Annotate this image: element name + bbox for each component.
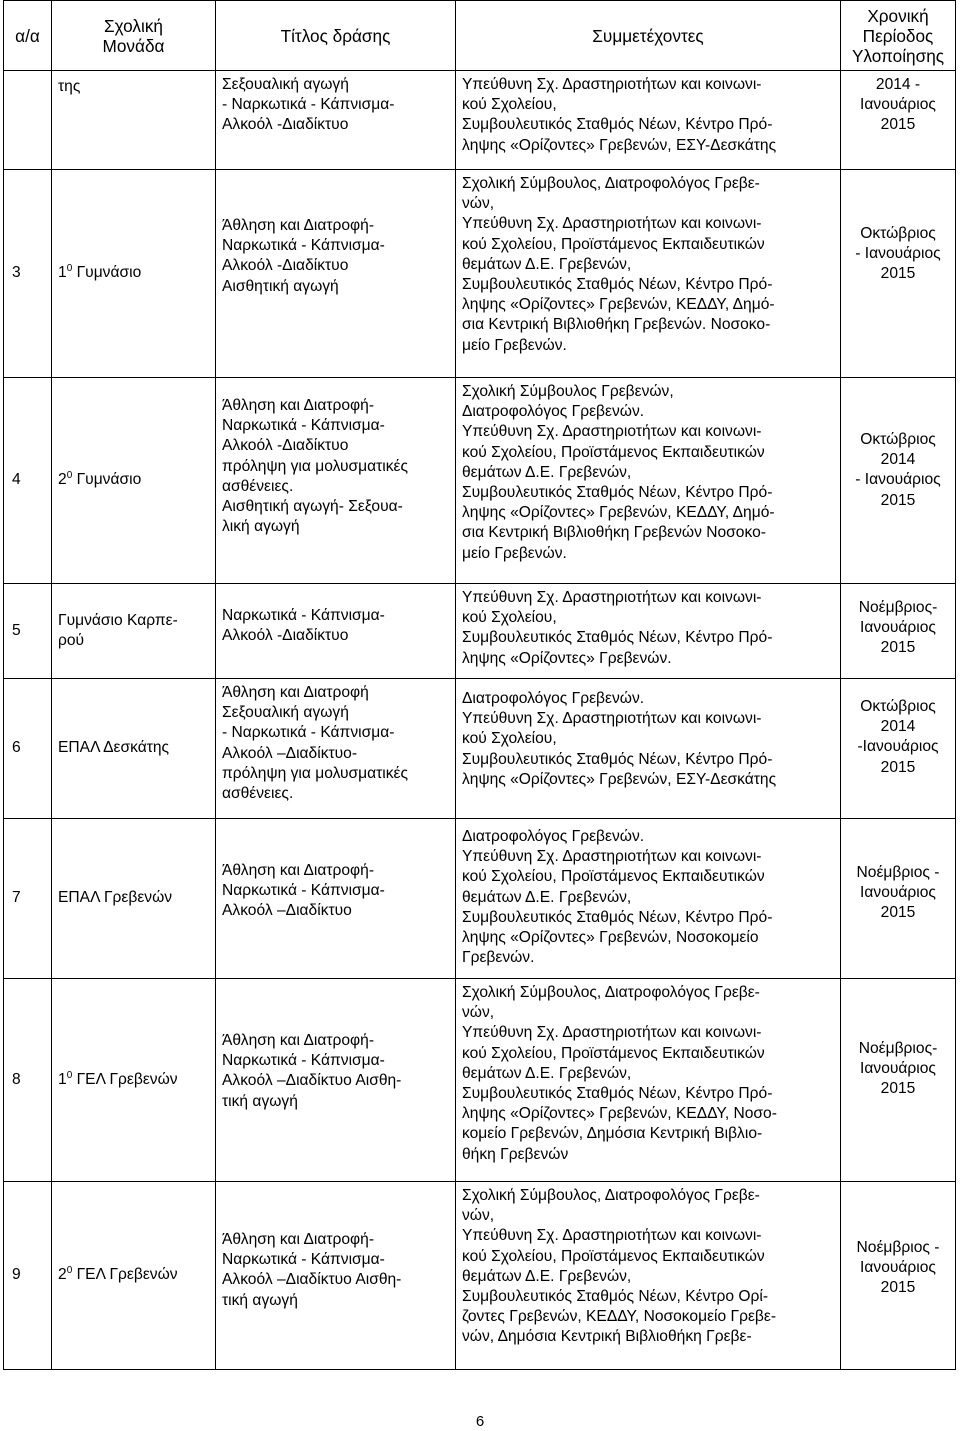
period-cell: Νοέμβριος - Ιανουάριος 2015 bbox=[841, 819, 956, 979]
table-row bbox=[4, 1182, 956, 1370]
row-number: 9 bbox=[4, 1182, 52, 1370]
period-cell: Νοέμβριος- Ιανουάριος 2015 bbox=[841, 979, 956, 1182]
participants-cell: Διατροφολόγος Γρεβενών. Υπεύθυνη Σχ. Δραστηριοτήτων και κοινωνι- κού Σχολείου, Προϊστάμενος Εκπαιδευτικών θεμάτων Δ.Ε. Γρεβενών, Συμβουλευτικός Σταθμός Νέων, Κέντρο Πρό- ληψης «Ορίζοντες» Γρεβενών, Νοσοκομείο Γρεβενών. bbox=[456, 819, 841, 979]
school-cell: $1^0$ ΓΕΛ Γρεβενών bbox=[52, 979, 216, 1182]
row-number: 8 bbox=[4, 979, 52, 1182]
school-cell: ΕΠΑΛ Γρεβενών bbox=[52, 819, 216, 979]
school-cell: Γυμνάσιο Καρπε- ρού bbox=[52, 584, 216, 679]
header-num: α/α bbox=[4, 1, 52, 71]
row-number: 4 bbox=[4, 378, 52, 584]
table-row bbox=[4, 679, 956, 819]
table-row bbox=[4, 71, 956, 170]
title-cell: Άθληση και Διατροφή- Ναρκωτικά - Κάπνισμα- Αλκοόλ –Διαδίκτυο Αισθη- τική αγωγή bbox=[216, 979, 456, 1182]
header-period: Χρονική Περίοδος Υλοποίησης bbox=[841, 1, 956, 71]
row-number bbox=[4, 71, 52, 170]
table-row bbox=[4, 979, 956, 1182]
row-number: 6 bbox=[4, 679, 52, 819]
school-cell: $1^0$ Γυμνάσιο bbox=[52, 170, 216, 378]
participants-cell: Σχολική Σύμβουλος Γρεβενών, Διατροφολόγος Γρεβενών. Υπεύθυνη Σχ. Δραστηριοτήτων και κοινωνι- κού Σχολείου, Προϊστάμενος Εκπαιδευτικών θεμάτων Δ.Ε. Γρεβενών, Συμβουλευτικός Σταθμός Νέων, Κέντρο Πρό- ληψης «Ορίζοντες» Γρεβενών, ΚΕΔΔΥ, Δημό- σια Κεντρική Βιβλιοθήκη Γρεβενών Νοσοκο- μείο Γρεβενών. bbox=[456, 378, 841, 584]
school-cell: $2^0$ ΓΕΛ Γρεβενών bbox=[52, 1182, 216, 1370]
title-cell: Άθληση και Διατροφή- Ναρκωτικά - Κάπνισμα- Αλκοόλ –Διαδίκτυο bbox=[216, 819, 456, 979]
page-number: 6 bbox=[475, 1413, 485, 1430]
period-cell: 2014 - Ιανουάριος 2015 bbox=[841, 71, 956, 170]
header-participants: Συμμετέχοντες bbox=[456, 1, 841, 71]
participants-cell: Υπεύθυνη Σχ. Δραστηριοτήτων και κοινωνι- κού Σχολείου, Συμβουλευτικός Σταθμός Νέων, Κέντρο Πρό- ληψης «Ορίζοντες» Γρεβενών. bbox=[456, 584, 841, 679]
title-cell: Άθληση και Διατροφή- Ναρκωτικά - Κάπνισμα- Αλκοόλ -Διαδίκτυο Αισθητική αγωγή bbox=[216, 170, 456, 378]
title-cell: Άθληση και Διατροφή Σεξουαλική αγωγή - Ναρκωτικά - Κάπνισμα- Αλκοόλ –Διαδίκτυο- πρόληψη για μολυσματικές ασθένειες. bbox=[216, 679, 456, 819]
table-row bbox=[4, 170, 956, 378]
participants-cell: Διατροφολόγος Γρεβενών. Υπεύθυνη Σχ. Δραστηριοτήτων και κοινωνι- κού Σχολείου, Συμβουλευτικός Σταθμός Νέων, Κέντρο Πρό- ληψης «Ορίζοντες» Γρεβενών, ΕΣΥ-Δεσκάτης bbox=[456, 679, 841, 819]
period-cell: Οκτώβριος - Ιανουάριος 2015 bbox=[841, 170, 956, 378]
participants-cell: Σχολική Σύμβουλος, Διατροφολόγος Γρεβε- νών, Υπεύθυνη Σχ. Δραστηριοτήτων και κοινωνι- κού Σχολείου, Προϊστάμενος Εκπαιδευτικών θεμάτων Δ.Ε. Γρεβενών, Συμβουλευτικός Σταθμός Νέων, Κέντρο Πρό- ληψης «Ορίζοντες» Γρεβενών, ΚΕΔΔΥ, Νοσο- κομείο Γρεβενών, Δημόσια Κεντρική Βιβλιο- θήκη Γρεβενών bbox=[456, 979, 841, 1182]
participants-cell: Υπεύθυνη Σχ. Δραστηριοτήτων και κοινωνι- κού Σχολείου, Συμβουλευτικός Σταθμός Νέων, Κέντρο Πρό- ληψης «Ορίζοντες» Γρεβενών, ΕΣΥ-Δεσκάτης bbox=[456, 71, 841, 170]
period-cell: Νοέμβριος- Ιανουάριος 2015 bbox=[841, 584, 956, 679]
period-cell: Οκτώβριος 2014 -Ιανουάριος 2015 bbox=[841, 679, 956, 819]
title-cell: Άθληση και Διατροφή- Ναρκωτικά - Κάπνισμα- Αλκοόλ -Διαδίκτυο πρόληψη για μολυσματικές ασθένειες. Αισθητική αγωγή- Σεξουα- λική αγωγή bbox=[216, 378, 456, 584]
participants-cell: Σχολική Σύμβουλος, Διατροφολόγος Γρεβε- νών, Υπεύθυνη Σχ. Δραστηριοτήτων και κοινωνι- κού Σχολείου, Προϊστάμενος Εκπαιδευτικών θεμάτων Δ.Ε. Γρεβενών, Συμβουλευτικός Σταθμός Νέων, Κέντρο Πρό- ληψης «Ορίζοντες» Γρεβενών, ΚΕΔΔΥ, Δημό- σια Κεντρική Βιβλιοθήκη Γρεβενών. Νοσοκο- μείο Γρεβενών. bbox=[456, 170, 841, 378]
table-row bbox=[4, 819, 956, 979]
title-cell: Σεξουαλική αγωγή - Ναρκωτικά - Κάπνισμα- Αλκοόλ -Διαδίκτυο bbox=[216, 71, 456, 170]
header-title: Τίτλος δράσης bbox=[216, 1, 456, 71]
table-row bbox=[4, 378, 956, 584]
table-row bbox=[4, 584, 956, 679]
school-cell: της bbox=[52, 71, 216, 170]
title-cell: Ναρκωτικά - Κάπνισμα- Αλκοόλ -Διαδίκτυο bbox=[216, 584, 456, 679]
header-school: Σχολική Μονάδα bbox=[52, 1, 216, 71]
period-cell: Οκτώβριος 2014 - Ιανουάριος 2015 bbox=[841, 378, 956, 584]
participants-cell: Σχολική Σύμβουλος, Διατροφολόγος Γρεβε- νών, Υπεύθυνη Σχ. Δραστηριοτήτων και κοινωνι- κού Σχολείου, Προϊστάμενος Εκπαιδευτικών θεμάτων Δ.Ε. Γρεβενών, Συμβουλευτικός Σταθμός Νέων, Κέντρο Ορί- ζοντες Γρεβενών, ΚΕΔΔΥ, Νοσοκομείο Γρεβε- νών, Δημόσια Κεντρική Βιβλιοθήκη Γρεβε- bbox=[456, 1182, 841, 1370]
row-number: 7 bbox=[4, 819, 52, 979]
school-cell: $2^0$ Γυμνάσιο bbox=[52, 378, 216, 584]
school-cell: ΕΠΑΛ Δεσκάτης bbox=[52, 679, 216, 819]
period-cell: Νοέμβριος - Ιανουάριος 2015 bbox=[841, 1182, 956, 1370]
activities-table bbox=[3, 0, 956, 1370]
row-number: 5 bbox=[4, 584, 52, 679]
row-number: 3 bbox=[4, 170, 52, 378]
title-cell: Άθληση και Διατροφή- Ναρκωτικά - Κάπνισμα- Αλκοόλ –Διαδίκτυο Αισθη- τική αγωγή bbox=[216, 1182, 456, 1370]
header-row bbox=[4, 1, 956, 71]
